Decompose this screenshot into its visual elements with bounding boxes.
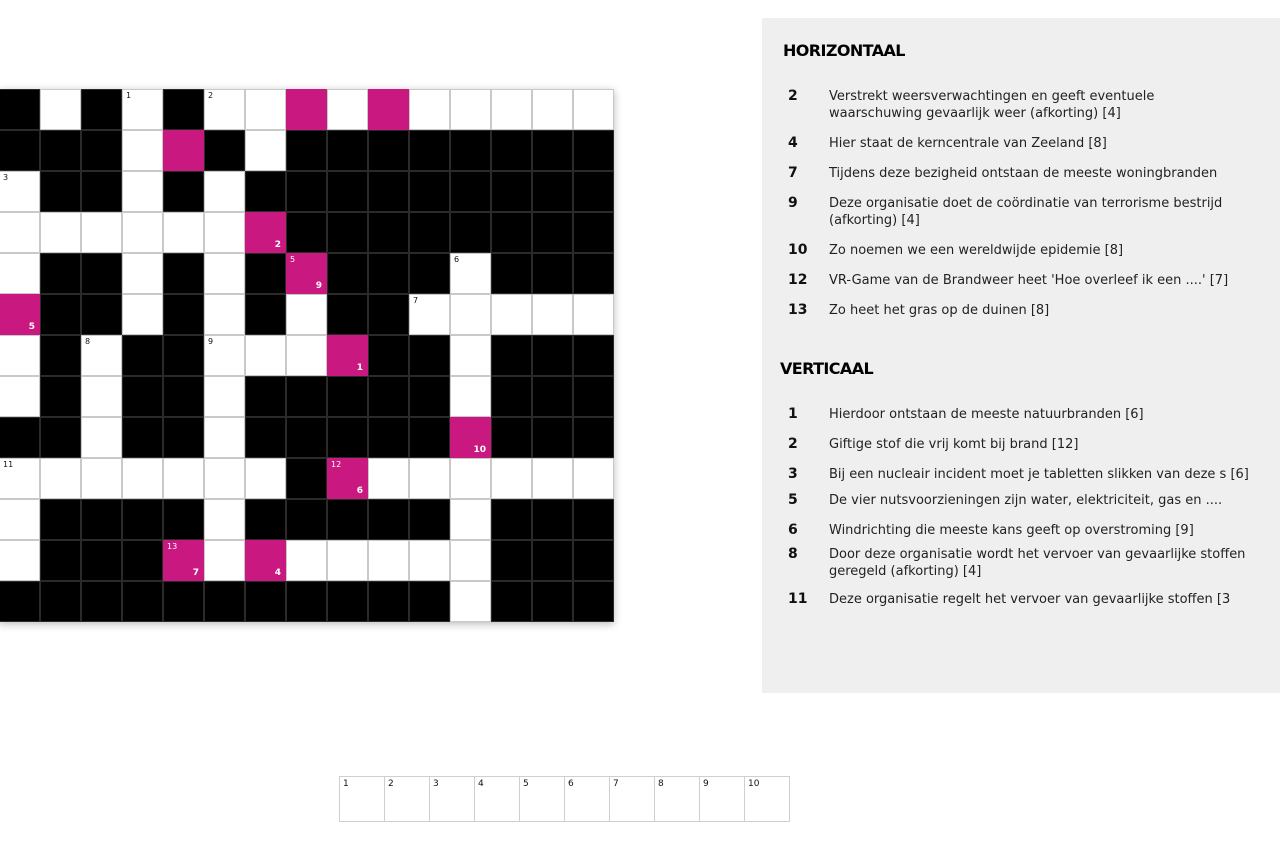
letter-cell[interactable] [450,253,491,294]
block-cell [573,540,614,581]
letter-cell[interactable] [532,89,573,130]
clue-item-text: Zo noemen we een wereldwijde epidemie [8] [829,243,1124,258]
solution-box-number: 6 [568,779,574,789]
solution-box[interactable] [654,776,700,822]
block-cell [368,253,409,294]
block-cell [327,171,368,212]
block-cell [409,376,450,417]
letter-cell[interactable] [450,294,491,335]
block-cell [122,581,163,622]
solution-box-number: 9 [703,779,709,789]
letter-cell[interactable] [81,335,122,376]
letter-cell[interactable] [163,458,204,499]
letter-cell[interactable] [204,253,245,294]
block-cell [245,171,286,212]
clue-item-text: Giftige stof die vrij komt bij brand [12] [829,437,1079,452]
block-cell [327,212,368,253]
block-cell [163,294,204,335]
clue-item-number: 4 [788,135,798,151]
letter-cell[interactable] [40,212,81,253]
clue-item-text: Hier staat de kerncentrale van Zeeland [8] [829,136,1107,151]
crossword-grid [0,89,614,622]
block-cell [368,417,409,458]
clue-number: 5 [290,255,296,264]
block-cell [368,499,409,540]
letter-cell[interactable] [204,458,245,499]
block-cell [409,417,450,458]
horizontal-clue-list [762,88,1280,332]
block-cell [163,89,204,130]
solution-box[interactable] [744,776,790,822]
block-cell [573,335,614,376]
letter-cell[interactable] [368,540,409,581]
solution-boxes [340,776,790,822]
block-cell [573,130,614,171]
letter-cell[interactable] [204,335,245,376]
block-cell [245,376,286,417]
letter-cell[interactable] [409,89,450,130]
letter-cell[interactable] [327,540,368,581]
solution-index: 6 [356,486,363,496]
letter-cell[interactable] [245,89,286,130]
letter-cell[interactable] [81,417,122,458]
clue-item-number: 10 [788,242,808,258]
clue-number: 2 [208,91,214,100]
solution-box-number: 1 [343,779,349,789]
letter-cell[interactable] [0,253,40,294]
block-cell [409,335,450,376]
solution-box[interactable] [384,776,430,822]
block-cell [368,376,409,417]
letter-cell[interactable] [40,89,81,130]
clues-panel [762,18,1280,693]
block-cell [40,581,81,622]
block-cell [0,417,40,458]
block-cell [245,499,286,540]
block-cell [409,130,450,171]
block-cell [245,294,286,335]
clue-item[interactable] [762,492,1280,509]
block-cell [245,581,286,622]
letter-cell[interactable] [368,458,409,499]
clue-number: 3 [3,173,9,182]
block-cell [286,376,327,417]
letter-cell[interactable] [122,89,163,130]
block-cell [450,130,491,171]
clue-item-number: 12 [788,272,808,288]
clue-item-number: 7 [788,165,798,181]
solution-box[interactable] [474,776,520,822]
letter-cell[interactable] [286,540,327,581]
clue-item[interactable] [762,406,1280,423]
letter-cell[interactable] [0,171,40,212]
clue-item-text: Zo heet het gras op de duinen [8] [829,303,1050,318]
block-cell [368,581,409,622]
horizontal-heading: HORIZONTAAL [783,41,905,60]
solution-box-number: 3 [433,779,439,789]
letter-cell[interactable] [532,294,573,335]
solution-box-number: 10 [748,779,760,789]
letter-cell[interactable] [409,458,450,499]
clue-item[interactable] [762,165,1280,182]
block-cell [327,581,368,622]
highlighted-cell[interactable] [245,212,286,253]
clue-item-text: De vier nutsvoorzieningen zijn water, elektriciteit, gas en .... [829,493,1223,508]
block-cell [40,499,81,540]
clue-item-text: Tijdens deze bezigheid ontstaan de meeste woningbranden [829,166,1218,181]
block-cell [368,335,409,376]
clue-item-text: Verstrekt weersverwachtingen en geeft eventuele waarschuwing gevaarlijk weer (afkorting) [4] [829,89,1155,121]
clue-number: 8 [85,337,91,346]
block-cell [163,253,204,294]
clue-item[interactable] [762,546,1280,580]
solution-box[interactable] [519,776,565,822]
block-cell [286,171,327,212]
clue-item[interactable] [762,272,1280,289]
block-cell [327,376,368,417]
block-cell [491,376,532,417]
solution-box[interactable] [699,776,745,822]
clue-item-text: Windrichting die meeste kans geeft op overstroming [9] [829,523,1194,538]
letter-cell[interactable] [450,499,491,540]
highlighted-cell[interactable] [450,417,491,458]
letter-cell[interactable] [409,540,450,581]
block-cell [573,253,614,294]
letter-cell[interactable] [81,458,122,499]
letter-cell[interactable] [204,171,245,212]
clue-item-number: 6 [788,522,798,538]
block-cell [409,253,450,294]
letter-cell[interactable] [286,294,327,335]
block-cell [163,171,204,212]
block-cell [0,89,40,130]
letter-cell[interactable] [450,458,491,499]
clue-number: 13 [167,542,178,551]
block-cell [491,253,532,294]
block-cell [163,417,204,458]
clue-number: 1 [126,91,132,100]
block-cell [122,499,163,540]
block-cell [286,499,327,540]
letter-cell[interactable] [532,458,573,499]
block-cell [122,540,163,581]
block-cell [40,417,81,458]
block-cell [204,581,245,622]
block-cell [0,581,40,622]
block-cell [491,499,532,540]
solution-box[interactable] [339,776,385,822]
block-cell [368,130,409,171]
block-cell [81,130,122,171]
solution-box[interactable] [429,776,475,822]
letter-cell[interactable] [450,581,491,622]
block-cell [40,171,81,212]
letter-cell[interactable] [327,89,368,130]
letter-cell[interactable] [573,294,614,335]
block-cell [573,376,614,417]
letter-cell[interactable] [163,212,204,253]
block-cell [81,89,122,130]
letter-cell[interactable] [122,458,163,499]
block-cell [491,212,532,253]
block-cell [532,581,573,622]
block-cell [532,130,573,171]
letter-cell[interactable] [450,540,491,581]
block-cell [286,130,327,171]
block-cell [40,294,81,335]
block-cell [327,130,368,171]
block-cell [81,294,122,335]
solution-index: 7 [192,568,199,578]
letter-cell[interactable] [122,171,163,212]
block-cell [368,294,409,335]
clue-item[interactable] [762,466,1280,483]
clue-number: 7 [413,296,419,305]
letter-cell[interactable] [204,294,245,335]
highlighted-cell[interactable] [163,130,204,171]
block-cell [163,499,204,540]
block-cell [40,540,81,581]
block-cell [450,171,491,212]
block-cell [532,212,573,253]
clue-item-number: 1 [788,406,798,422]
clue-item-text: VR-Game van de Brandweer heet 'Hoe overleef ik een ....' [7] [829,273,1229,288]
block-cell [163,335,204,376]
block-cell [327,294,368,335]
letter-cell[interactable] [0,499,40,540]
block-cell [532,376,573,417]
clue-item[interactable] [762,135,1280,152]
letter-cell[interactable] [204,499,245,540]
block-cell [573,417,614,458]
block-cell [409,499,450,540]
block-cell [532,253,573,294]
solution-box-number: 7 [613,779,619,789]
solution-index: 1 [356,363,363,373]
clue-number: 6 [454,255,460,264]
clue-item-number: 8 [788,546,798,562]
block-cell [573,499,614,540]
block-cell [491,581,532,622]
letter-cell[interactable] [573,89,614,130]
block-cell [532,540,573,581]
clue-number: 12 [331,460,342,469]
highlighted-cell[interactable] [286,89,327,130]
block-cell [491,540,532,581]
block-cell [40,253,81,294]
block-cell [163,581,204,622]
clue-item[interactable] [762,522,1280,539]
clue-item[interactable] [762,436,1280,453]
block-cell [40,130,81,171]
letter-cell[interactable] [122,253,163,294]
block-cell [573,171,614,212]
clue-number: 9 [208,337,214,346]
letter-cell[interactable] [204,89,245,130]
letter-cell[interactable] [81,376,122,417]
highlighted-cell[interactable] [286,253,327,294]
block-cell [81,540,122,581]
block-cell [286,212,327,253]
clue-item[interactable] [762,591,1280,608]
block-cell [204,130,245,171]
letter-cell[interactable] [573,458,614,499]
vertical-clue-list [762,406,1280,621]
letter-cell[interactable] [491,458,532,499]
letter-cell[interactable] [122,130,163,171]
letter-cell[interactable] [245,458,286,499]
letter-cell[interactable] [0,458,40,499]
block-cell [81,581,122,622]
letter-cell[interactable] [0,376,40,417]
block-cell [245,253,286,294]
block-cell [81,171,122,212]
block-cell [532,417,573,458]
letter-cell[interactable] [122,294,163,335]
block-cell [491,130,532,171]
clue-item-number: 5 [788,492,798,508]
highlighted-cell[interactable] [163,540,204,581]
block-cell [409,171,450,212]
block-cell [122,376,163,417]
clue-number: 11 [3,460,14,469]
letter-cell[interactable] [450,376,491,417]
letter-cell[interactable] [204,376,245,417]
block-cell [532,171,573,212]
block-cell [40,335,81,376]
letter-cell[interactable] [40,458,81,499]
clue-item[interactable] [762,195,1280,229]
block-cell [163,376,204,417]
clue-item-number: 13 [788,302,808,318]
solution-box-number: 4 [478,779,484,789]
block-cell [491,417,532,458]
letter-cell[interactable] [204,540,245,581]
block-cell [573,581,614,622]
letter-cell[interactable] [286,335,327,376]
block-cell [327,417,368,458]
block-cell [532,499,573,540]
letter-cell[interactable] [122,212,163,253]
vertical-heading: VERTICAAL [780,359,874,378]
block-cell [122,335,163,376]
letter-cell[interactable] [245,335,286,376]
clue-item-number: 2 [788,88,798,104]
letter-cell[interactable] [81,212,122,253]
block-cell [327,499,368,540]
block-cell [286,458,327,499]
letter-cell[interactable] [0,212,40,253]
block-cell [491,171,532,212]
clue-item[interactable] [762,88,1280,122]
letter-cell[interactable] [245,130,286,171]
highlighted-cell[interactable] [368,89,409,130]
block-cell [40,376,81,417]
letter-cell[interactable] [450,89,491,130]
solution-index: 3 [356,117,363,127]
block-cell [491,335,532,376]
block-cell [409,581,450,622]
clue-item-text: Deze organisatie regelt het vervoer van gevaarlijke stoffen [3 [829,592,1231,607]
letter-cell[interactable] [409,294,450,335]
highlighted-cell[interactable] [327,335,368,376]
letter-cell[interactable] [204,212,245,253]
clue-item-text: Bij een nucleair incident moet je tabletten slikken van deze s [6] [829,467,1249,482]
clue-item-number: 9 [788,195,798,211]
solution-index: 2 [274,240,281,250]
clue-item[interactable] [762,302,1280,319]
clue-item-text: Hierdoor ontstaan de meeste natuurbranden [6] [829,407,1144,422]
clue-item-text: Door deze organisatie wordt het vervoer van gevaarlijke stoffen geregeld (afkorting) [4] [829,547,1246,579]
solution-index: 9 [315,281,322,291]
block-cell [286,417,327,458]
block-cell [368,212,409,253]
solution-box[interactable] [564,776,610,822]
block-cell [245,417,286,458]
letter-cell[interactable] [204,417,245,458]
letter-cell[interactable] [491,89,532,130]
block-cell [327,253,368,294]
block-cell [532,335,573,376]
block-cell [573,212,614,253]
clue-item-number: 3 [788,466,798,482]
block-cell [450,212,491,253]
block-cell [81,499,122,540]
highlighted-cell[interactable] [327,458,368,499]
letter-cell[interactable] [491,294,532,335]
block-cell [122,417,163,458]
solution-box[interactable] [609,776,655,822]
clue-item-number: 11 [788,591,808,607]
clue-item-number: 2 [788,436,798,452]
solution-index: 10 [473,445,486,455]
solution-index: 5 [28,322,35,332]
block-cell [81,253,122,294]
letter-cell[interactable] [450,335,491,376]
block-cell [409,212,450,253]
solution-index: 8 [151,158,158,168]
block-cell [368,171,409,212]
highlighted-cell[interactable] [245,540,286,581]
highlighted-cell[interactable] [0,294,40,335]
letter-cell[interactable] [0,540,40,581]
solution-box-number: 2 [388,779,394,789]
solution-box-number: 5 [523,779,529,789]
solution-index: 4 [274,568,281,578]
solution-box-number: 8 [658,779,664,789]
block-cell [286,581,327,622]
letter-cell[interactable] [0,335,40,376]
block-cell [0,130,40,171]
clue-item-text: Deze organisatie doet de coördinatie van terrorisme bestrijd (afkorting) [4] [829,196,1223,228]
clue-item[interactable] [762,242,1280,259]
